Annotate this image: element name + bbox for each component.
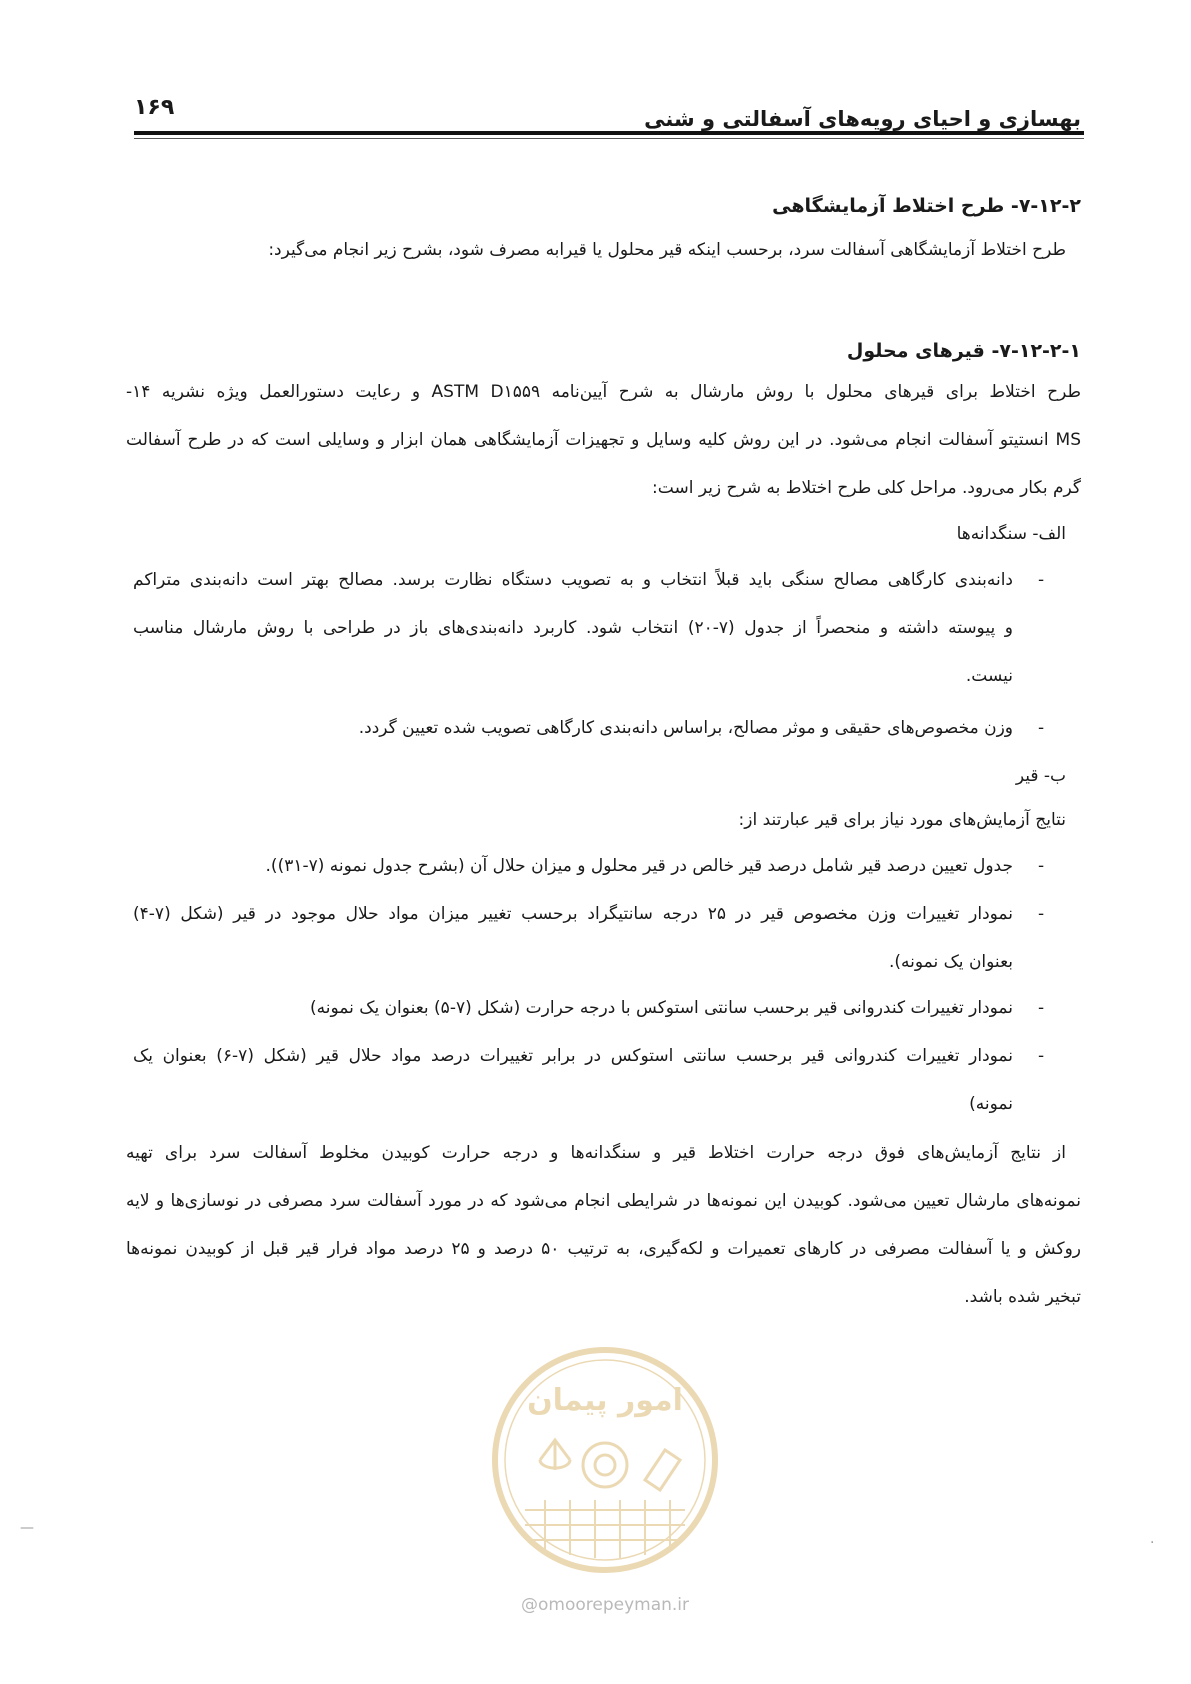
part-b-title: ب- قیر [1015,766,1066,786]
bullet-dash: - [1038,856,1045,876]
part-a-bullet1-line-3: نیست. [965,666,1013,686]
part-a-bullet1-line-1: دانه‌بندی کارگاهی مصالح سنگی باید قبلاً انتخاب و به تصویب دستگاه نظارت برسد. مصالح بهتر است دانه‌بندی متراکم [133,570,1013,590]
subsection-para-line-3: گرم بکار می‌رود. مراحل کلی طرح اختلاط به شرح زیر است: [652,478,1081,498]
page-number: ۱۶۹ [134,95,175,120]
part-b-bullet3: نمودار تغییرات کندروانی قیر برحسب سانتی استوکس با درجه حرارت (شکل (۷-۵) بعنوان یک نمونه) [310,998,1013,1018]
subsection-para-line-1: طرح اختلاط برای قیرهای محلول با روش مارشال به شرح آیین‌نامه ASTM D۱۵۵۹ و رعایت دستورالعمل ویژه نشریه ۱۴- [126,382,1081,402]
header-rule-thin [134,138,1084,139]
bullet-dash: - [1038,718,1045,738]
running-header-title: بهسازی و احیای رویه‌های آسفالتی و شنی [644,107,1081,131]
part-a-bullet2: وزن مخصوص‌های حقیقی و موثر مصالح، براساس دانه‌بندی کارگاهی تصویب شده تعیین گردد. [358,718,1013,738]
part-b-bullet4-line-2: نمونه) [969,1094,1013,1114]
watermark-logo-text: امور پیمان [527,1383,683,1418]
bullet-dash: - [1038,998,1045,1018]
part-a-bullet1-line-2: و پیوسته داشته و منحصراً از جدول (۷-۲۰) انتخاب شود. کاربرد دانه‌بندی‌های باز در طراحی با روش مارشال مناسب [133,618,1013,638]
part-b-bullet2-line-2: بعنوان یک نمونه). [888,952,1013,972]
seal-icon [485,1340,725,1580]
part-a-title: الف- سنگدانه‌ها [956,524,1066,544]
section-heading: ۷-۱۲-۲- طرح اختلاط آزمایشگاهی [772,195,1081,217]
closing-line-3: روکش و یا آسفالت مصرفی در کارهای تعمیرات و لکه‌گیری، به ترتیب ۵۰ درصد و ۲۵ درصد مواد فرار قیر قبل از کوبیدن نمونه‌ها [126,1239,1081,1259]
bullet-dash: - [1038,570,1045,590]
closing-line-4: تبخیر شده باشد. [964,1287,1081,1307]
bottom-left-mark: — [20,1520,34,1536]
bullet-dash: - [1038,1046,1045,1066]
watermark-site: @omoorepeyman.ir [520,1595,690,1615]
watermark-logo [485,1340,725,1580]
part-b-intro: نتایج آزمایش‌های مورد نیاز برای قیر عبارتند از: [738,810,1066,830]
closing-line-1: از نتایج آزمایش‌های فوق درجه حرارت اختلاط قیر و سنگدانه‌ها و درجه حرارت کوبیدن مخلوط آسفالت سرد برای تهیه [126,1143,1066,1163]
subsection-heading: ۷-۱۲-۲-۱- قیرهای محلول [846,340,1081,362]
bullet-dash: - [1038,904,1045,924]
bottom-right-mark: · [1150,1535,1155,1551]
part-b-bullet2-line-1: نمودار تغییرات وزن مخصوص قیر در ۲۵ درجه سانتیگراد برحسب تغییر میزان مواد حلال موجود در قیر (شکل (۷-۴) [133,904,1013,924]
subsection-para-line-2: MS انستیتو آسفالت انجام می‌شود. در این روش کلیه وسایل و تجهیزات آزمایشگاهی همان ابزار و وسایلی است که در طرح آسفالت [126,430,1081,450]
section-intro: طرح اختلاط آزمایشگاهی آسفالت سرد، برحسب اینکه قیر محلول یا قیرابه مصرف شود، بشرح زیر انجام می‌گیرد: [268,240,1066,260]
part-b-bullet1: جدول تعیین درصد قیر شامل درصد قیر خالص در قیر محلول و میزان حلال آن (بشرح جدول نمونه (۷-۳۱)). [265,856,1013,876]
part-b-bullet4-line-1: نمودار تغییرات کندروانی قیر برحسب سانتی استوکس در برابر تغییرات درصد مواد حلال قیر (شکل (۷-۶) بعنوان یک [133,1046,1013,1066]
header-rule [134,131,1084,135]
closing-line-2: نمونه‌های مارشال تعیین می‌شود. کوبیدن این نمونه‌ها در شرایطی انجام می‌شود که در مورد آسفالت سرد مصرفی در نوسازی‌ها و لایه [126,1191,1081,1211]
